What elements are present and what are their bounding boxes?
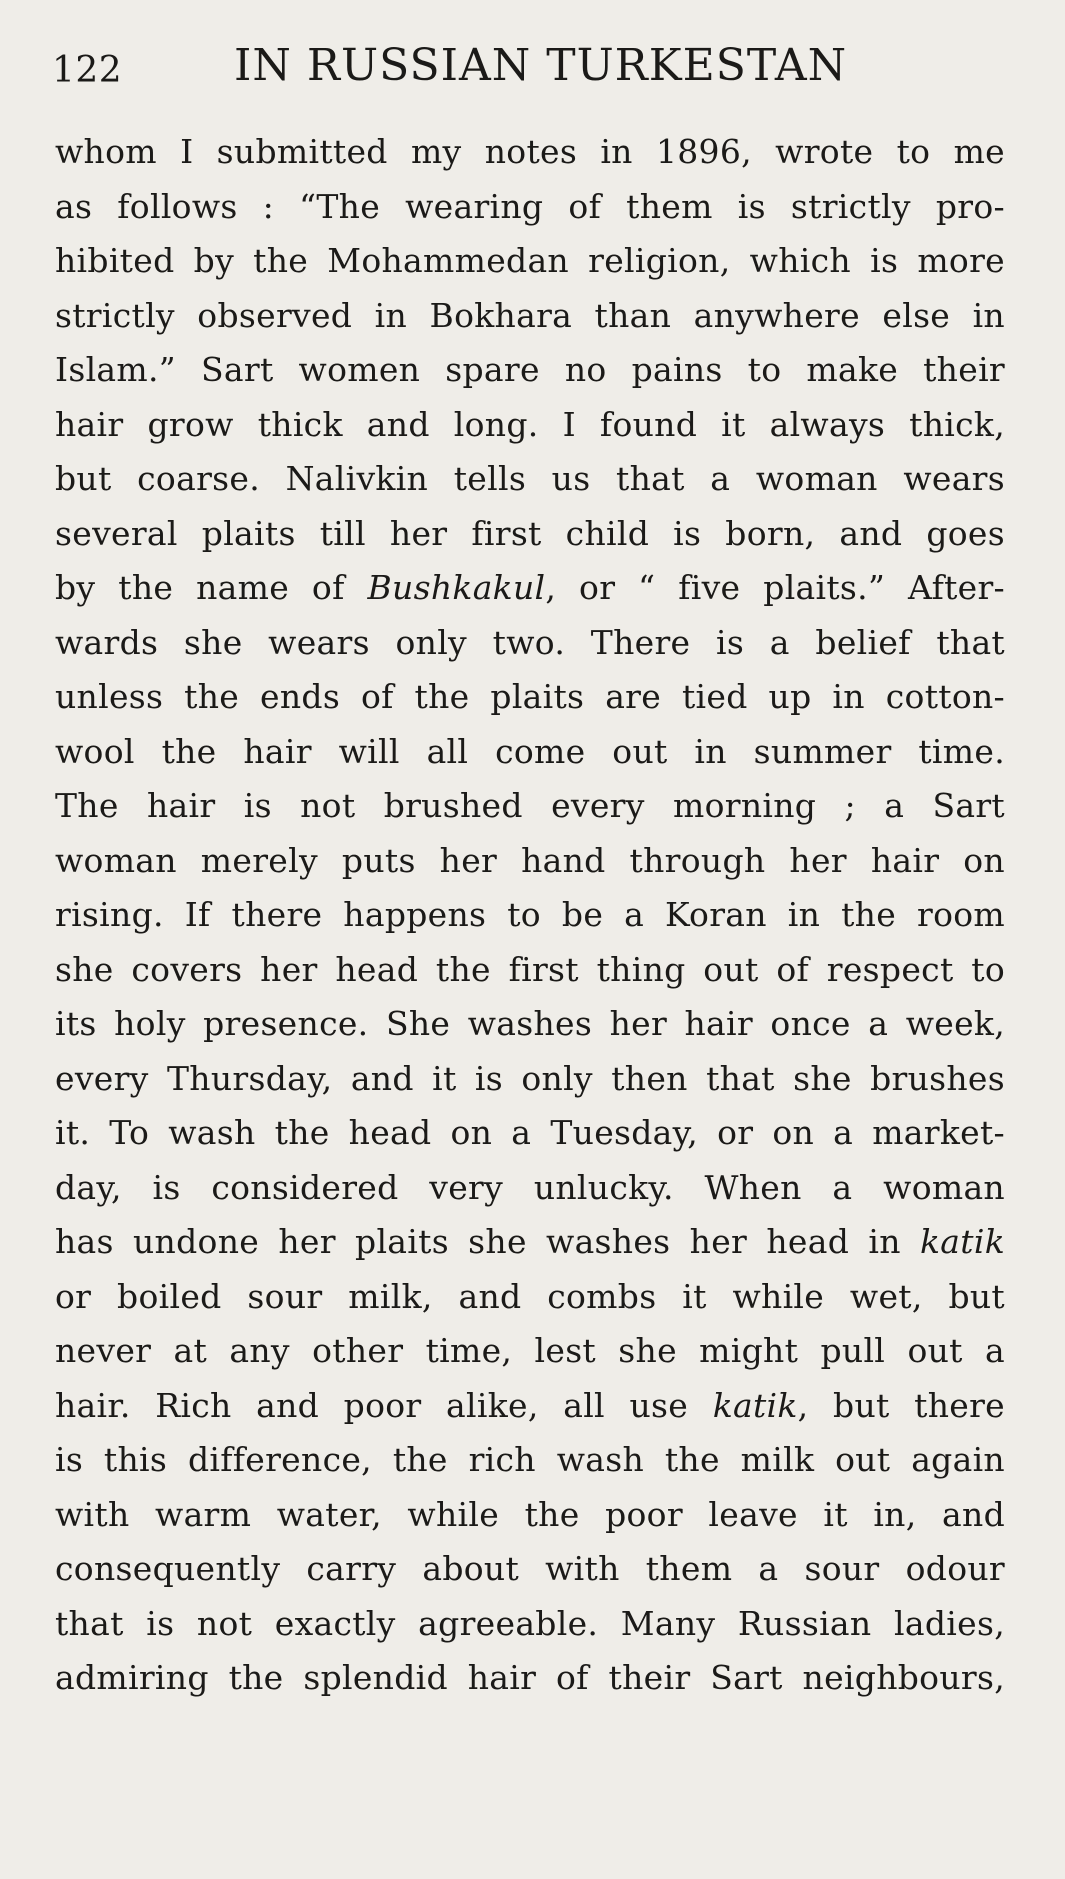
text-line: unless the ends of the plaits are tied up in cotton- xyxy=(55,677,1005,716)
text-line: rising. If there happens to be a Koran in the room xyxy=(55,895,1005,934)
text-line: hair. Rich and poor alike, all use katik, but there xyxy=(55,1385,1006,1425)
text-line: wool the hair will all come out in summer time. xyxy=(55,731,1005,771)
text-line: she covers her head the first thing out of respect to xyxy=(55,949,1005,989)
text-line: consequently carry about with them a sour odour xyxy=(55,1549,1005,1588)
text-line: by the name of Bushkakul, or “ five plaits.” After- xyxy=(55,568,1005,607)
body-text xyxy=(55,125,1005,1706)
text-line: several plaits till her first child is born, and goes xyxy=(55,513,1005,553)
text-line: strictly observed in Bokhara than anywhere else in xyxy=(55,295,1005,335)
italic-term: katik xyxy=(712,1385,798,1425)
italic-term: Bushkakul xyxy=(367,568,546,607)
text-line: is this difference, the rich wash the milk out again xyxy=(55,1440,1005,1479)
text-line: but coarse. Nalivkin tells us that a woman wears xyxy=(55,459,1005,498)
italic-term: katik xyxy=(920,1222,1005,1261)
text-line: with warm water, while the poor leave it in, and xyxy=(55,1494,1005,1534)
text-line: The hair is not brushed every morning ; a Sart xyxy=(55,786,1005,825)
text-line: has undone her plaits she washes her head in katik xyxy=(55,1222,1005,1261)
text-line: or boiled sour milk, and combs it while wet, but xyxy=(55,1276,1005,1316)
text-line: day, is considered very unlucky. When a woman xyxy=(55,1167,1005,1207)
text-line: every Thursday, and it is only then that she brushes xyxy=(55,1058,1005,1098)
text-line: woman merely puts her hand through her hair on xyxy=(55,840,1005,880)
text-line: hair grow thick and long. I found it always thick, xyxy=(55,404,1005,444)
text-line: as follows : “The wearing of them is strictly pro- xyxy=(55,186,1005,226)
text-line: never at any other time, lest she might pull out a xyxy=(55,1331,1005,1370)
text-line: whom I submitted my notes in 1896, wrote to me xyxy=(55,132,1005,171)
text-line: hibited by the Mohammedan religion, which is more xyxy=(55,241,1005,280)
text-line: it. To wash the head on a Tuesday, or on a market- xyxy=(55,1113,1005,1152)
text-line: wards she wears only two. There is a belief that xyxy=(55,622,1005,662)
text-line: admiring the splendid hair of their Sart neighbours, xyxy=(55,1658,1005,1697)
text-line: its holy presence. She washes her hair once a week, xyxy=(55,1004,1005,1043)
running-head xyxy=(52,40,1005,110)
text-line: Islam.” Sart women spare no pains to make their xyxy=(55,350,1005,389)
text-line: that is not exactly agreeable. Many Russian ladies, xyxy=(55,1603,1005,1643)
page-number: 122 xyxy=(52,50,123,91)
running-title: IN RUSSIAN TURKESTAN xyxy=(234,40,848,91)
